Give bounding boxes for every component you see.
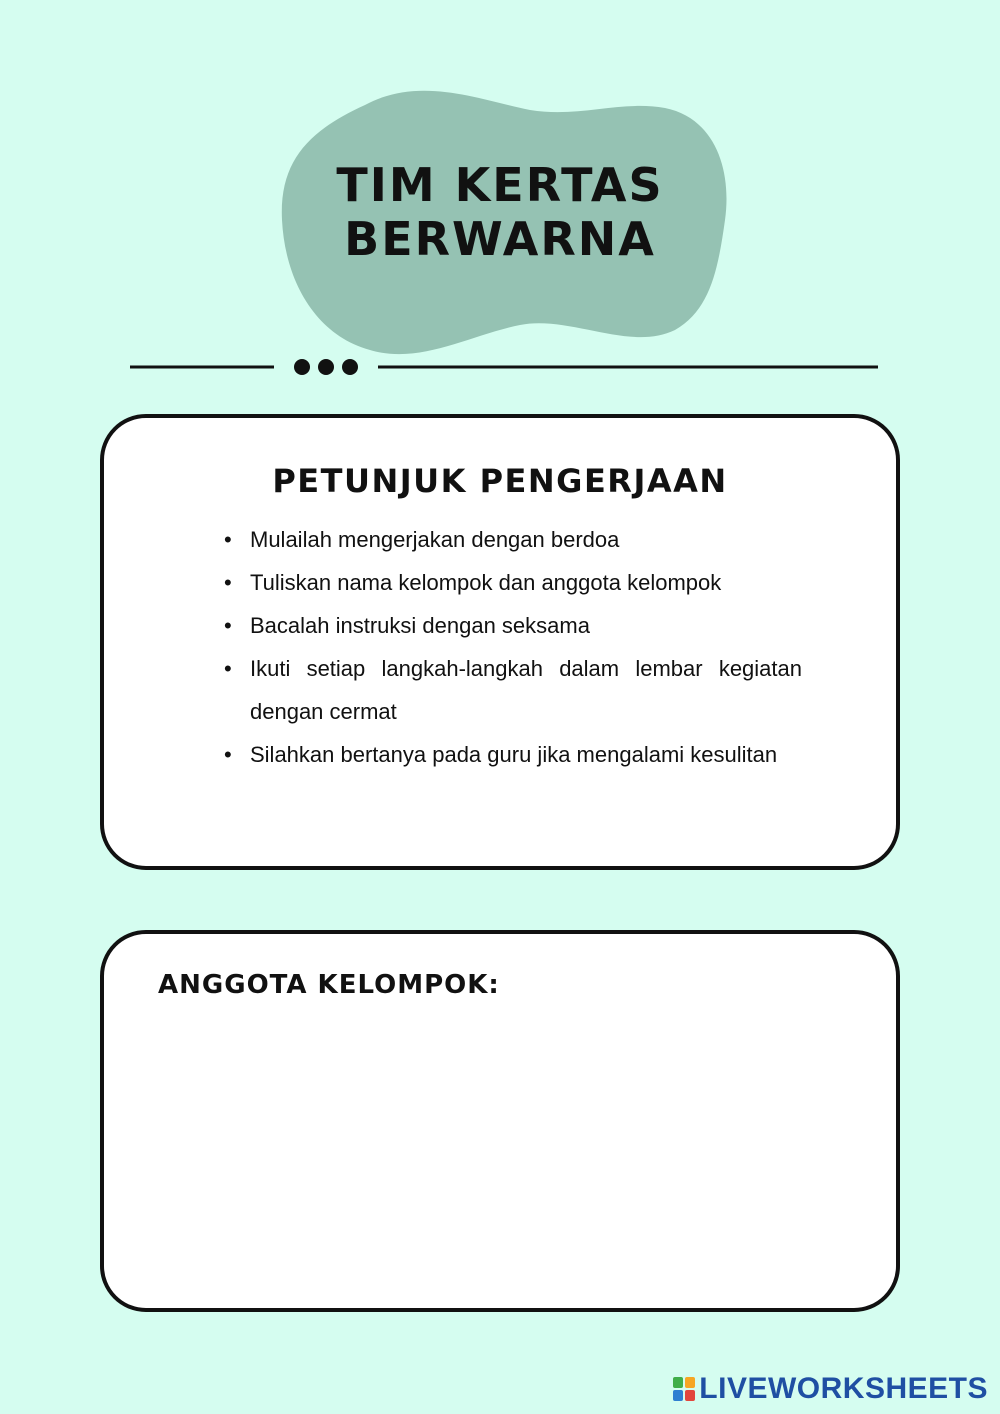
bullet-icon: • xyxy=(224,613,232,638)
group-members-heading: ANGGOTA KELOMPOK: xyxy=(158,970,500,1000)
divider-dot xyxy=(342,359,358,375)
instruction-text: Tuliskan nama kelompok dan anggota kelompok xyxy=(250,570,722,595)
instruction-text: Mulailah mengerjakan dengan berdoa xyxy=(250,527,620,552)
bullet-icon: • xyxy=(224,570,232,595)
bullet-icon: • xyxy=(224,527,232,552)
bullet-icon: • xyxy=(224,742,232,767)
liveworksheets-brand xyxy=(673,1372,988,1406)
instruction-item xyxy=(224,604,802,647)
bullet-icon: • xyxy=(224,656,232,681)
liveworksheets-logo-icon xyxy=(673,1377,695,1401)
worksheet-title-line-2: BERWARNA xyxy=(344,212,656,266)
worksheet-title xyxy=(300,158,700,266)
instruction-text: Silahkan bertanya pada guru jika mengalami kesulitan xyxy=(250,742,778,767)
instruction-text: Ikuti setiap langkah-langkah dalam lembar kegiatan dengan cermat xyxy=(250,656,802,724)
worksheet-title-line-1: TIM KERTAS xyxy=(336,158,664,212)
instruction-item xyxy=(224,733,802,776)
liveworksheets-wordmark: LIVEWORKSHEETS xyxy=(699,1372,988,1405)
instruction-item xyxy=(224,561,802,604)
instruction-text: Bacalah instruksi dengan seksama xyxy=(250,613,590,638)
instruction-item xyxy=(224,518,802,561)
instructions-list xyxy=(224,518,802,776)
divider-dot xyxy=(318,359,334,375)
group-members-card[interactable] xyxy=(100,930,900,1312)
instruction-item xyxy=(224,647,802,733)
instructions-heading: PETUNJUK PENGERJAAN xyxy=(272,462,728,500)
divider-dot xyxy=(294,359,310,375)
instructions-card xyxy=(100,414,900,870)
decorative-divider xyxy=(0,340,1000,400)
